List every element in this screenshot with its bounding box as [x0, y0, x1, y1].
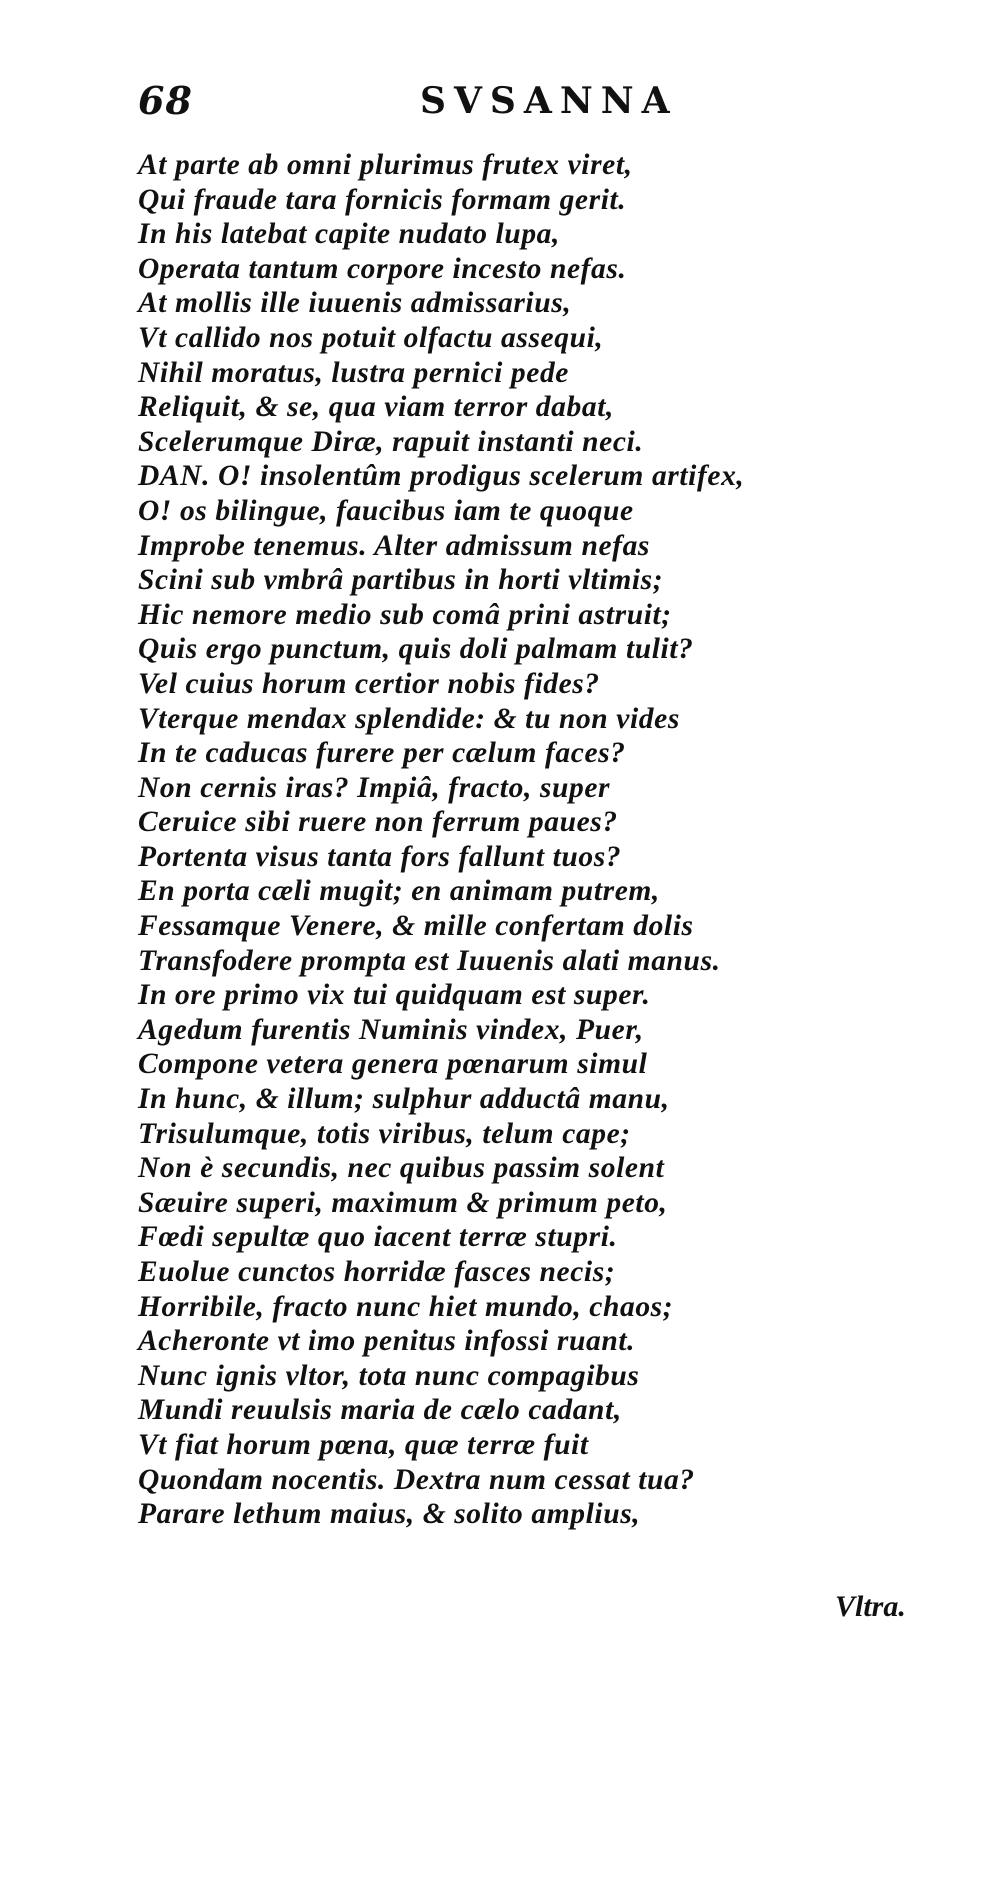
verse-line: Mundi reuulsis maria de cælo cadant,: [138, 1394, 622, 1427]
verse-line: Sæuire superi, maximum & primum peto,: [138, 1186, 668, 1219]
verse-line: Vel cuius horum certior nobis fides?: [138, 667, 600, 700]
verse-line: In his latebat capite nudato lupa,: [138, 218, 560, 251]
verse-line: Qui fraude tara fornicis formam gerit.: [138, 183, 627, 216]
verse-line: Horribile, fracto nunc hiet mundo, chaos;: [138, 1290, 674, 1323]
verse-line: Hic nemore medio sub comâ prini astruit;: [138, 598, 672, 631]
verse-line: Vt fiat horum pœna, quæ terræ fuit: [138, 1428, 589, 1461]
verse-line: At parte ab omni plurimus frutex viret,: [138, 149, 633, 181]
catchword: Vltra.: [835, 1590, 906, 1623]
verse-line: Trisulumque, totis viribus, telum cape;: [138, 1117, 631, 1150]
verse-line: At mollis ille iuuenis admissarius,: [138, 287, 572, 320]
verse-line: Transfodere prompta est Iuuenis alati manus.: [138, 944, 721, 977]
verse-line: Non cernis iras? Impiâ, fracto, super: [138, 771, 611, 804]
verse-block: [138, 148, 878, 1532]
page-number: 68: [138, 78, 193, 123]
verse-line: DAN. O! insolentûm prodigus scelerum artifex,: [138, 460, 745, 493]
verse-line: Reliquit, & se, qua viam terror dabat,: [138, 391, 614, 424]
verse-line: Non è secundis, nec quibus passim solent: [138, 1152, 665, 1185]
verse-line: In te caducas furere per cælum faces?: [138, 737, 626, 770]
verse-line: Nihil moratus, lustra pernici pede: [138, 356, 569, 389]
verse-line: Agedum furentis Numinis vindex, Puer,: [138, 1013, 644, 1046]
verse-line: Vterque mendax splendide: & tu non vides: [138, 702, 680, 735]
verse-line: Acheronte vt imo penitus infossi ruant.: [138, 1325, 636, 1358]
verse-line: Operata tantum corpore incesto nefas.: [138, 252, 627, 285]
verse-line: Fœdi sepultæ quo iacent terræ stupri.: [138, 1221, 618, 1254]
verse-line: In hunc, & illum; sulphur adductâ manu,: [138, 1083, 670, 1116]
page-header: [138, 78, 738, 128]
verse-line: In ore primo vix tui quidquam est super.: [138, 979, 651, 1012]
verse-line: Ceruice sibi ruere non ferrum paues?: [138, 806, 618, 839]
verse-line: Scini sub vmbrâ partibus in horti vltimis;: [138, 564, 664, 597]
verse-line: Quis ergo punctum, quis doli palmam tulit?: [138, 633, 694, 666]
verse-line: Vt callido nos potuit olfactu assequi,: [138, 321, 604, 354]
verse-line: Quondam nocentis. Dextra num cessat tua?: [138, 1463, 695, 1496]
verse-line: Parare lethum maius, & solito amplius,: [138, 1498, 641, 1531]
running-title: SVSANNA: [420, 80, 678, 122]
verse-line: Fessamque Venere, & mille confertam dolis: [138, 910, 694, 943]
verse-line: Nunc ignis vltor, tota nunc compagibus: [138, 1359, 640, 1392]
verse-line: Compone vetera genera pœnarum simul: [138, 1048, 648, 1081]
verse-line: En porta cæli mugit; en animam putrem,: [138, 875, 660, 908]
verse-line: Portenta visus tanta fors fallunt tuos?: [138, 840, 622, 873]
verse-line: Improbe tenemus. Alter admissum nefas: [138, 529, 651, 562]
verse-line: Scelerumque Diræ, rapuit instanti neci.: [138, 425, 644, 458]
verse-line: O! os bilingue, faucibus iam te quoque: [138, 494, 634, 527]
verse-line: Euolue cunctos horridæ fasces necis;: [138, 1256, 616, 1288]
